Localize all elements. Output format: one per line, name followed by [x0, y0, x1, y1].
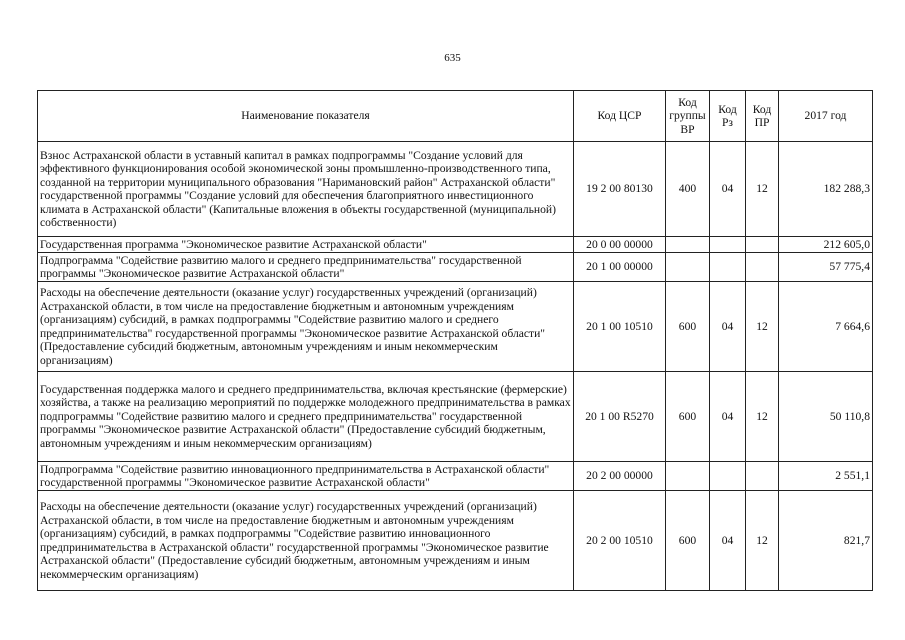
page-number: 635 — [444, 52, 461, 64]
row-rz — [710, 237, 746, 253]
header-name: Наименование показателя — [38, 91, 574, 142]
row-amount: 50 110,8 — [779, 372, 873, 462]
row-vr: 600 — [666, 491, 710, 591]
table-row — [38, 142, 873, 237]
row-rz — [710, 462, 746, 491]
header-vr: Код группы ВР — [666, 91, 710, 142]
row-name: Подпрограмма "Содействие развитию малого и среднего предпринимательства" государственной программы "Экономическое развитие Астраханской области" — [38, 253, 574, 282]
row-name: Расходы на обеспечение деятельности (оказание услуг) государственных учреждений (организаций) Астраханской области, в том числе на предоставление бюджетным и автономным учреждениям (организациям) субсидий, в рамках подпрограммы "Содействие развитию малого и среднего предпринимательства" государственной программы "Экономическое развитие Астраханской области" (Предоставление субсидий бюджетным, автономным учреждениям и иным некоммерческим организациям) — [38, 282, 574, 372]
row-pr: 12 — [746, 142, 779, 237]
row-csr: 19 2 00 80130 — [574, 142, 666, 237]
table-row — [38, 462, 873, 491]
row-amount: 7 664,6 — [779, 282, 873, 372]
table-header-row — [38, 91, 873, 142]
row-name: Расходы на обеспечение деятельности (оказание услуг) государственных учреждений (организаций) Астраханской области, в том числе на предоставление бюджетным и автономным учреждениям (организациям) субсидий, в рамках подпрограммы "Содействие развитию инновационного предпринимательства в Астраханской области" государственной программы "Экономическое развитие Астраханской области" (Предоставление субсидий бюджетным, автономным учреждениям и иным некоммерческим организациям) — [38, 491, 574, 591]
row-csr: 20 1 00 10510 — [574, 282, 666, 372]
row-vr: 600 — [666, 282, 710, 372]
row-csr: 20 1 00 00000 — [574, 253, 666, 282]
table-row — [38, 491, 873, 591]
row-amount: 182 288,3 — [779, 142, 873, 237]
row-rz: 04 — [710, 372, 746, 462]
row-rz — [710, 253, 746, 282]
row-pr — [746, 253, 779, 282]
row-amount: 57 775,4 — [779, 253, 873, 282]
row-pr — [746, 462, 779, 491]
budget-table — [37, 90, 873, 591]
row-vr — [666, 253, 710, 282]
header-year: 2017 год — [779, 91, 873, 142]
table-row — [38, 282, 873, 372]
row-rz: 04 — [710, 491, 746, 591]
row-pr: 12 — [746, 282, 779, 372]
row-vr — [666, 237, 710, 253]
row-csr: 20 2 00 00000 — [574, 462, 666, 491]
row-pr — [746, 237, 779, 253]
row-pr: 12 — [746, 372, 779, 462]
row-name: Взнос Астраханской области в уставный капитал в рамках подпрограммы "Создание условий для эффективного функционирования особой экономической зоны промышленно-производственного типа, созданной на территории муниципального образования "Наримановский район" Астраханской области" государственной программы "Создание условий для обеспечения благоприятного инвестиционного климата в Астраханской области" (Капитальные вложения в объекты государственной (муниципальной) собственности) — [38, 142, 574, 237]
row-vr — [666, 462, 710, 491]
row-name: Подпрограмма "Содействие развитию инновационного предпринимательства в Астраханской области" государственной программы "Экономическое развитие Астраханской области" — [38, 462, 574, 491]
row-rz: 04 — [710, 142, 746, 237]
row-name: Государственная поддержка малого и среднего предпринимательства, включая крестьянские (фермерские) хозяйства, а также на реализацию мероприятий по поддержке молодежного предпринимательства в рамках подпрограммы "Содействие развитию малого и среднего предпринимательства" государственной программы "Экономическое развитие Астраханской области" (Предоставление субсидий бюджетным, автономным учреждениям и иным некоммерческим организациям) — [38, 372, 574, 462]
row-vr: 600 — [666, 372, 710, 462]
table-row — [38, 237, 873, 253]
table-row — [38, 372, 873, 462]
row-rz: 04 — [710, 282, 746, 372]
header-csr: Код ЦСР — [574, 91, 666, 142]
table-row — [38, 253, 873, 282]
row-pr: 12 — [746, 491, 779, 591]
header-rz: Код Рз — [710, 91, 746, 142]
row-csr: 20 0 00 00000 — [574, 237, 666, 253]
row-csr: 20 1 00 R5270 — [574, 372, 666, 462]
row-name: Государственная программа "Экономическое развитие Астраханской области" — [38, 237, 574, 253]
row-amount: 2 551,1 — [779, 462, 873, 491]
row-amount: 212 605,0 — [779, 237, 873, 253]
row-vr: 400 — [666, 142, 710, 237]
row-amount: 821,7 — [779, 491, 873, 591]
row-csr: 20 2 00 10510 — [574, 491, 666, 591]
header-pr: Код ПР — [746, 91, 779, 142]
